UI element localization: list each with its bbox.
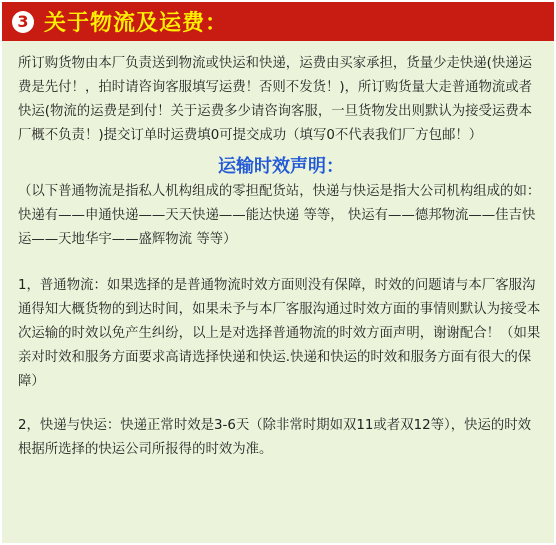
timeliness-item-2: 2，快递与快运：快递正常时效是3-6天（除非常时期如双11或者双12等），快运的时效根据所选择的快运公司所报得的时效为准。 xyxy=(18,418,532,457)
spacer xyxy=(18,394,544,414)
section-number-badge: 3 xyxy=(12,11,34,33)
section-title: 关于物流及运费： xyxy=(44,11,229,36)
shipping-paragraph: 所订购货物由本厂负责送到物流或快运和快递，运费由买家承担，货量少走快递(快递运费是先付！，拍时请咨询客服填写运费！否则不发货！)，所订购货量大走普通物流或者快运(物流的运费是到付！关于运费多少请咨询客服，一旦货物发出则默认为接受运费本厂概不负责！)提交订单时运费填0可提交成功（填写0不代表我们厂方包邮！） xyxy=(18,56,533,143)
content-panel xyxy=(2,41,554,543)
spacer xyxy=(18,252,544,274)
section-header xyxy=(2,2,554,41)
timeliness-title: 运输时效声明： xyxy=(218,156,344,177)
timeliness-intro: （以下普通物流是指私人机构组成的零担配货站，快递与快运是指大公司机构组成的如：快递有——申通快递——天天快递——能达快递 等等， 快运有——德邦物流——佳吉快运——天地华宇——盛辉物流 等等） xyxy=(18,184,541,247)
timeliness-item-1: 1，普通物流：如果选择的是普通物流时效方面则没有保障，时效的问题请与本厂客服沟通得知大概货物的到达时间，如果未予与本厂客服沟通过时效方面的事情则默认为接受本次运输的时效以免产生纠纷，以上是对选择普通物流的时效方面声明，谢谢配合！（如果亲对时效和服务方面要求高请选择快递和快运.快递和快运的时效和服务方面有很大的保障） xyxy=(18,278,541,389)
